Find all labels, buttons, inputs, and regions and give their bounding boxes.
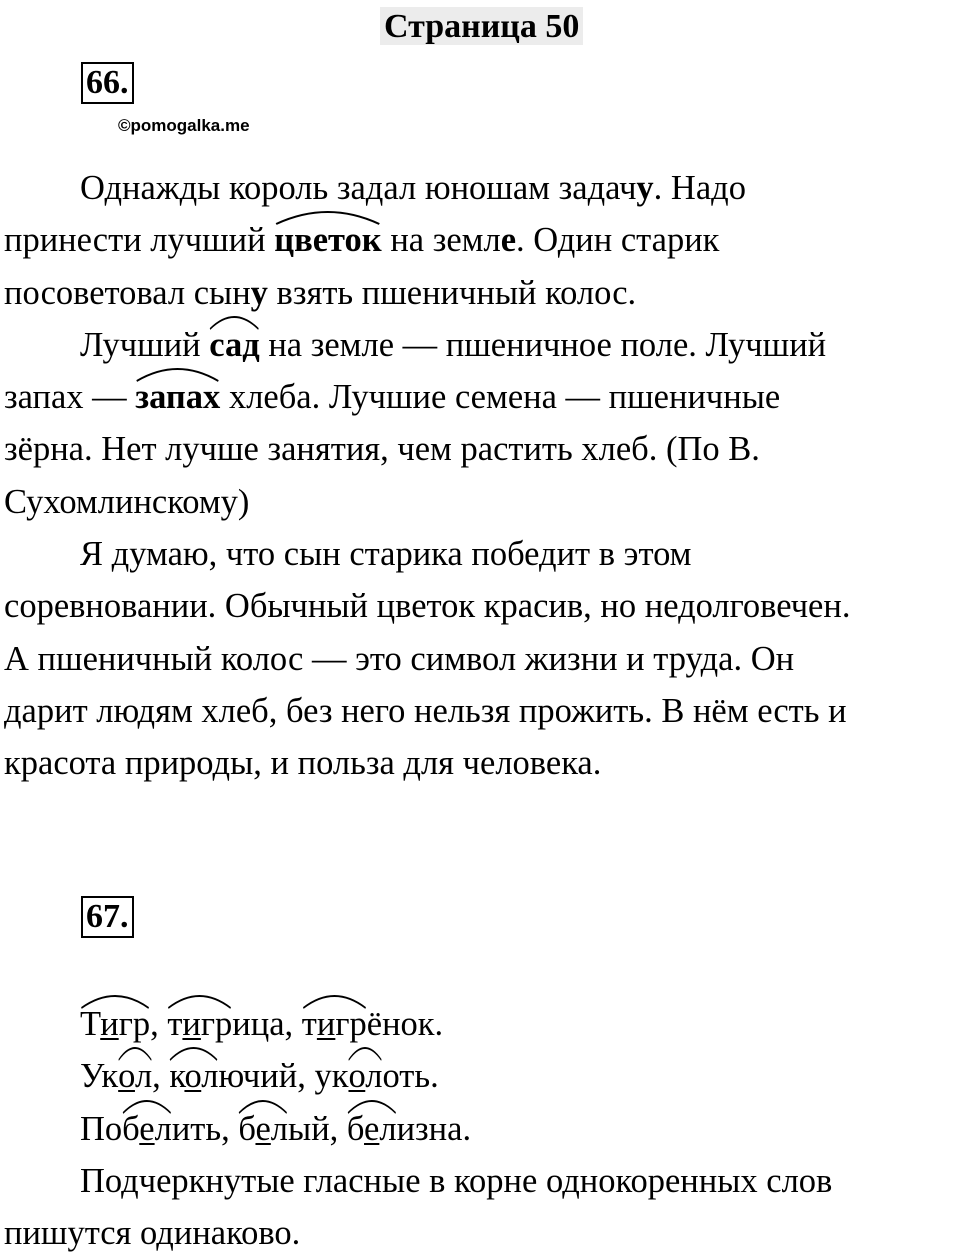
text-line: Сухомлинскому) xyxy=(4,482,250,521)
separator: , xyxy=(297,1057,315,1096)
exercise-number-67: 67. xyxy=(81,896,134,938)
text-run: ук xyxy=(314,1057,349,1096)
root-word-text: сад xyxy=(209,325,260,364)
separator: , xyxy=(329,1109,347,1148)
text-run: гр xyxy=(335,1005,367,1043)
root-kol xyxy=(169,1050,218,1102)
text-run: Лучший xyxy=(80,325,210,364)
text-run: ый xyxy=(288,1109,330,1148)
text-line: дарит людям хлеб, без него нельзя прожить. В нём есть и xyxy=(4,691,847,730)
text-run: т xyxy=(301,1005,317,1043)
text-run: л xyxy=(365,1057,383,1096)
text-run: оть. xyxy=(382,1057,439,1096)
root-word-tsvetok xyxy=(274,214,381,266)
underlined-vowel: и xyxy=(100,1005,119,1043)
underlined-vowel: е xyxy=(364,1109,380,1148)
text-run: л xyxy=(201,1057,219,1096)
root-arc xyxy=(274,204,381,226)
text-run: л xyxy=(154,1109,172,1148)
text-run: л xyxy=(134,1057,153,1096)
underlined-vowel: о xyxy=(348,1057,366,1096)
root-word-text: цветок xyxy=(274,221,382,260)
text-line: Я думаю, что сын старика победит в этом xyxy=(80,535,692,574)
root-arc xyxy=(122,1093,172,1115)
text-line xyxy=(4,214,960,266)
text-run: ючий xyxy=(218,1057,298,1096)
root-arc xyxy=(169,1040,218,1062)
text-run: л xyxy=(379,1109,397,1148)
underlined-vowel: и xyxy=(182,1005,201,1043)
root-arc xyxy=(135,361,220,383)
ending-letter: е xyxy=(500,221,517,260)
text-line: соревновании. Обычный цветок красив, но недолговечен. xyxy=(4,587,851,626)
separator: , xyxy=(150,1005,168,1043)
root-arc xyxy=(302,988,367,1010)
root-word-text: запах xyxy=(135,378,221,417)
root-word-zapakh xyxy=(135,371,220,423)
word-row xyxy=(4,1103,960,1155)
root-arc xyxy=(80,988,150,1010)
text-run: на земле — пшеничное поле. Лучший xyxy=(259,325,827,364)
conclusion-line: Подчеркнутые гласные в корне однокоренных слов xyxy=(80,1161,833,1200)
separator: , xyxy=(221,1109,239,1148)
text-run: ёнок. xyxy=(366,1005,444,1043)
text-run: ить xyxy=(171,1109,222,1148)
prefix: Ук xyxy=(80,1057,119,1096)
text-line xyxy=(4,371,960,423)
text-run: запах — xyxy=(4,378,136,417)
text-run: хлеба. Лучшие семена — пшеничные xyxy=(220,378,781,417)
exercise-66-text xyxy=(4,162,960,790)
root-bel xyxy=(238,1103,288,1155)
separator: , xyxy=(284,1005,302,1043)
text-run: гр xyxy=(200,1005,233,1043)
text-run: л xyxy=(270,1109,289,1148)
root-bel xyxy=(347,1103,397,1155)
underlined-vowel: и xyxy=(316,1005,336,1043)
underlined-vowel: о xyxy=(118,1057,135,1096)
text-run: б xyxy=(346,1109,365,1148)
underlined-vowel: е xyxy=(139,1109,155,1148)
text-run: к xyxy=(169,1057,185,1096)
underlined-vowel: е xyxy=(255,1109,271,1148)
text-line xyxy=(4,162,960,214)
text-run: посоветовал сын xyxy=(4,273,251,312)
root-arc xyxy=(347,1093,397,1115)
text-run: изна. xyxy=(396,1109,472,1148)
root-arc xyxy=(167,988,232,1010)
conclusion-line: пишутся одинаково. xyxy=(4,1214,301,1253)
exercise-number-66: 66. xyxy=(81,62,134,104)
ending-letter: у xyxy=(250,273,268,312)
text-run: Однажды король задал юношам задач xyxy=(80,169,637,207)
text-line: А пшеничный колос — это символ жизни и труда. Он xyxy=(4,639,795,678)
text-run: Т xyxy=(80,1005,101,1043)
root-arc xyxy=(238,1093,288,1115)
underlined-vowel: о xyxy=(184,1057,202,1096)
exercise-67-text xyxy=(4,998,960,1259)
text-line xyxy=(4,267,960,319)
watermark: ©pomogalka.me xyxy=(118,116,250,135)
text-run: б xyxy=(122,1109,140,1148)
root-bel xyxy=(122,1103,172,1155)
text-run: б xyxy=(238,1109,256,1148)
ending-letter: у xyxy=(636,169,654,207)
text-line: зёрна. Нет лучше занятия, чем растить хлеб. (По В. xyxy=(4,430,760,469)
text-run: принести лучший xyxy=(4,221,275,260)
root-arc xyxy=(348,1040,382,1062)
root-arc xyxy=(118,1040,152,1062)
text-run: По xyxy=(80,1109,123,1148)
page-title: Страница 50 xyxy=(380,7,583,45)
separator: , xyxy=(152,1057,170,1096)
root-arc xyxy=(209,309,259,331)
text-run: взять пшеничный колос. xyxy=(267,273,637,312)
text-run: ица xyxy=(232,1005,285,1043)
text-run: т xyxy=(167,1005,183,1043)
text-line: красота природы, и польза для человека. xyxy=(4,744,602,783)
text-run: гр xyxy=(118,1005,151,1043)
text-run: . Надо xyxy=(653,169,746,207)
text-run: . Один старик xyxy=(516,221,720,260)
text-run: на земл xyxy=(381,221,501,260)
